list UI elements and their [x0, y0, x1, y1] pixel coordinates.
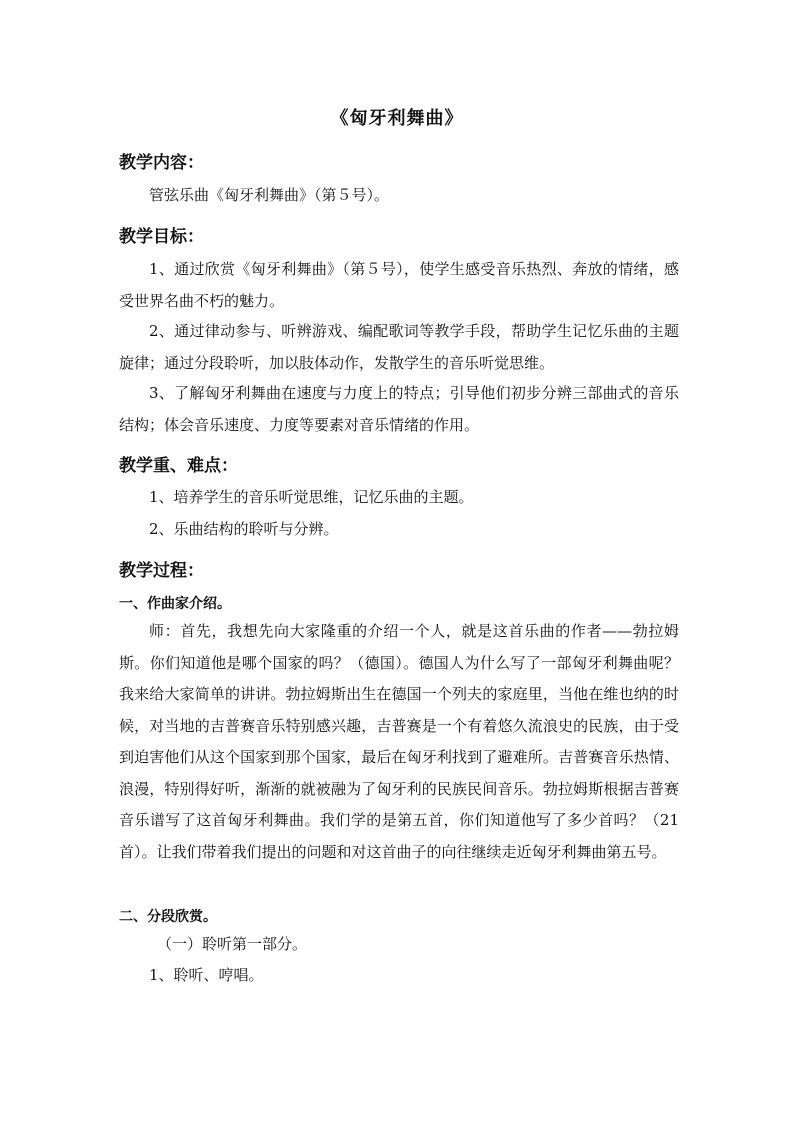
- content-text: 管弦乐曲《匈牙利舞曲》（第５号）。: [149, 186, 390, 204]
- heading-content: 教学内容：: [119, 153, 204, 173]
- heading-process: 教学过程：: [119, 561, 204, 581]
- process-part1-heading: 一、作曲家介绍。: [119, 596, 231, 612]
- heading-goals: 教学目标：: [119, 227, 204, 247]
- process-part2-heading: 二、分段欣赏。: [119, 909, 217, 925]
- goal-item-2: 2、通过律动参与、听辨游戏、编配歌词等教学手段，帮助学生记忆乐曲的主题旋律；通过分段聆听，加以肢体动作，发散学生的音乐听觉思维。: [119, 322, 679, 372]
- process-part2-item-1: 1、聆听、哼唱。: [149, 966, 264, 984]
- process-part2-subheading: （一）聆听第一部分。: [157, 935, 308, 953]
- key-point-1: 1、培养学生的音乐听觉思维，记忆乐曲的主题。: [149, 488, 474, 506]
- goal-item-3: 3、了解匈牙利舞曲在速度与力度上的特点；引导他们初步分辨三部曲式的音乐结构；体会音乐速度、力度等要素对音乐情绪的作用。: [119, 384, 679, 434]
- goal-item-1: 1、通过欣赏《匈牙利舞曲》（第５号），使学生感受音乐热烈、奔放的情绪，感受世界名曲不朽的魅力。: [119, 260, 679, 310]
- heading-key-points: 教学重、难点：: [119, 456, 238, 476]
- document-title: 《匈牙利舞曲》: [330, 108, 464, 129]
- process-part1-text: 师：首先，我想先向大家隆重的介绍一个人，就是这首乐曲的作者——勃拉姆斯。你们知道他是哪个国家的吗？（德国）。德国人为什么写了一部匈牙利舞曲呢？我来给大家简单的讲讲。勃拉姆斯出生在德国一个列夫的家庭里，当他在维也纳的时候，对当地的吉普赛音乐特别感兴趣，吉普赛是一个有着悠久流浪史的民族，由于受到迫害他们从这个国家到那个国家，最后在匈牙利找到了避难所。吉普赛音乐热情、浪漫，特别得好听，渐渐的就被融为了匈牙利的民族民间音乐。勃拉姆斯根据吉普赛音乐谱写了这首匈牙利舞曲。我们学的是第五首，你们知道他写了多少首吗？（21首）。让我们带着我们提出的问题和对这首曲子的向往继续走近匈牙利舞曲第五号。: [119, 622, 679, 861]
- key-point-2: 2、乐曲结构的聆听与分辨。: [149, 520, 339, 538]
